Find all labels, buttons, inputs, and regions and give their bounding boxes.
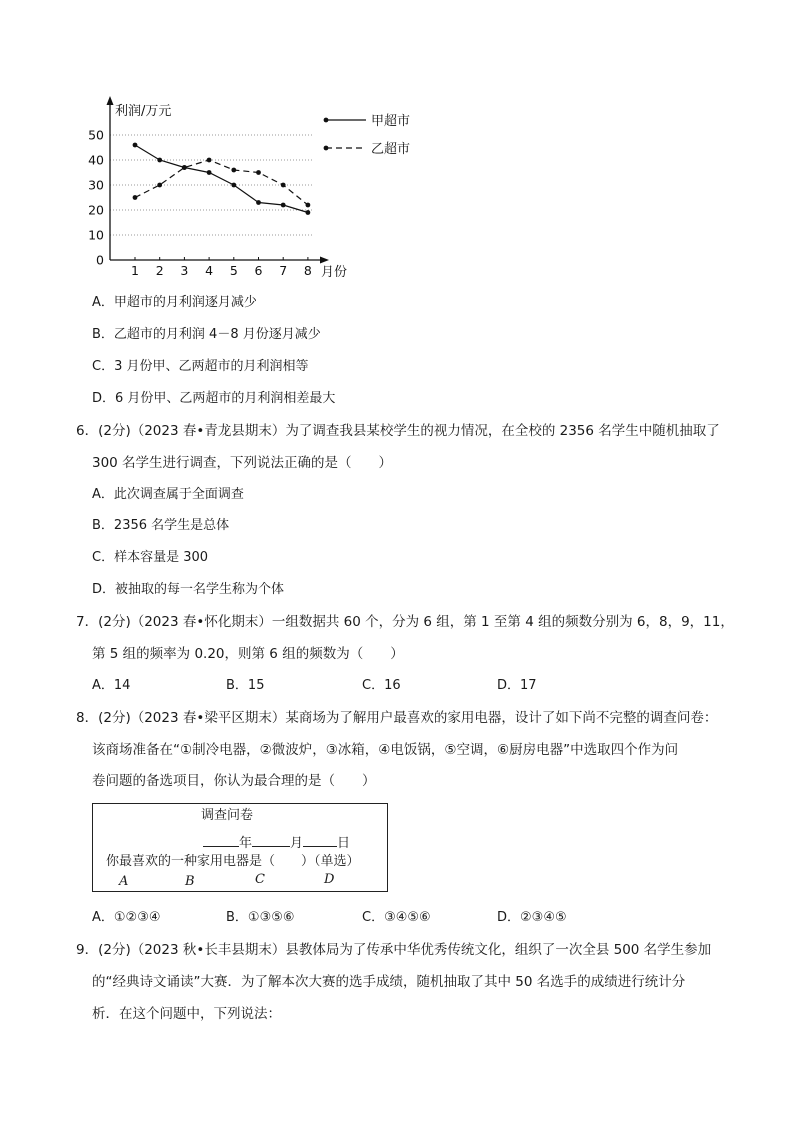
y-tick-label: 30 [88, 177, 104, 193]
data-point-yi-6 [256, 170, 261, 175]
q6-stem-line-2: 300 名学生进行调查，下列说法正确的是（ ） [92, 455, 393, 471]
q6-option-a: A．此次调查属于全面调查 [92, 487, 244, 502]
data-point-jia-2 [157, 158, 162, 163]
q7-stem-line-1: 7．(2分)（2023 春•怀化期末）一组数据共 60 个，分为 6 组，第 1 至第 4 组的频数分别为 6，8，9，11， [76, 614, 734, 630]
survey-year-blank [203, 834, 239, 847]
q7-option-d: D．17 [497, 678, 537, 693]
data-point-jia-6 [256, 200, 261, 205]
data-point-yi-1 [133, 195, 138, 200]
chart-series [133, 143, 311, 215]
survey-choice-c: C [255, 872, 265, 887]
data-point-yi-5 [231, 168, 236, 173]
q5-option-b: B．乙超市的月利润 4－8 月份逐月减少 [92, 327, 321, 342]
x-tick-label: 3 [180, 263, 189, 278]
q8-stem-line-1: 8．(2分)（2023 春•梁平区期末）某商场为了解用户最喜欢的家用电器，设计了如下尚不完整的调查问卷： [76, 710, 718, 726]
chart-legend [324, 113, 410, 157]
legend-label-yi: 乙超市 [371, 142, 411, 157]
y-tick-label: 50 [88, 127, 104, 143]
q9-stem-line-3: 析．在这个问题中，下列说法： [92, 1006, 281, 1022]
y-tick-label: 0 [96, 252, 104, 268]
x-tick-label: 7 [279, 263, 288, 278]
legend-marker-yi [324, 146, 329, 151]
y-tick-label: 40 [88, 152, 104, 168]
survey-title: 调查问卷 [201, 808, 254, 823]
survey-date-line [203, 834, 350, 852]
q5-option-c: C．3 月份甲、乙两超市的月利润相等 [92, 359, 309, 374]
y-axis-arrow [107, 96, 114, 105]
q6-option-b: B．2356 名学生是总体 [92, 518, 230, 533]
survey-question: 你最喜欢的一种家用电器是（ ）（单选） [106, 854, 360, 869]
y-axis-label: 利润/万元 [115, 104, 172, 119]
data-point-jia-5 [231, 183, 236, 188]
q9-stem-line-2: 的“经典诗文诵读”大赛．为了解本次大赛的选手成绩，随机抽取了其中 50 名选手的成绩进行统计分 [92, 974, 686, 990]
q7-option-b: B．15 [226, 678, 265, 693]
x-tick-label: 5 [229, 263, 238, 278]
survey-year-label: 年 [239, 836, 253, 851]
q7-option-a: A．14 [92, 678, 131, 693]
y-tick-label: 10 [88, 227, 104, 243]
q6-option-d: D．被抽取的每一名学生称为个体 [92, 582, 285, 597]
q9-stem-line-1: 9．(2分)（2023 秋•长丰县期末）县教体局为了传承中华优秀传统文化，组织了一次全县 500 名学生参加 [76, 942, 712, 958]
q6-stem-line-1: 6．(2分)（2023 春•青龙县期末）为了调查我县某校学生的视力情况，在全校的 2356 名学生中随机抽取了 [76, 423, 720, 439]
q5-option-a: A．甲超市的月利润逐月减少 [92, 295, 257, 310]
x-tick-label: 6 [254, 263, 263, 278]
q7-option-c: C．16 [362, 678, 401, 693]
x-tick-label: 4 [205, 263, 214, 278]
y-tick-label: 20 [88, 202, 104, 218]
survey-choice-d: D [324, 872, 335, 887]
legend-marker-jia [324, 118, 329, 123]
data-point-yi-4 [207, 158, 212, 163]
survey-day-label: 日 [337, 836, 351, 851]
data-point-yi-2 [157, 183, 162, 188]
x-tick-label: 2 [155, 263, 164, 278]
q6-option-c: C．样本容量是 300 [92, 550, 209, 565]
legend-label-jia: 甲超市 [371, 114, 411, 129]
series-line-jia [135, 145, 308, 213]
data-point-jia-1 [133, 143, 138, 148]
q7-stem-line-2: 第 5 组的频率为 0.20，则第 6 组的频数为（ ） [92, 646, 404, 662]
survey-month-label: 月 [290, 836, 304, 851]
data-point-yi-3 [182, 165, 187, 170]
series-line-yi [135, 160, 308, 205]
survey-choice-b: B [185, 874, 195, 889]
q8-option-a: A．①②③④ [92, 910, 161, 925]
data-point-jia-4 [207, 170, 212, 175]
data-point-jia-8 [306, 210, 311, 215]
data-point-yi-7 [281, 183, 286, 188]
chart-tick-labels [88, 128, 312, 279]
x-axis-arrow [320, 257, 329, 264]
x-tick-label: 8 [303, 263, 312, 278]
survey-choice-a: A [119, 874, 129, 889]
q8-stem-line-2: 该商场准备在“①制冷电器，②微波炉，③冰箱，④电饭锅，⑤空调，⑥厨房电器”中选取四个作为问 [92, 742, 679, 758]
x-tick-label: 1 [131, 263, 139, 278]
q8-stem-line-3: 卷问题的备选项目，你认为最合理的是（ ） [92, 773, 376, 789]
survey-month-blank [252, 834, 290, 847]
data-point-jia-7 [281, 203, 286, 208]
survey-questionnaire-box [92, 803, 388, 892]
x-axis-label: 月份 [321, 265, 348, 280]
q8-option-d: D．②③④⑤ [497, 910, 567, 925]
q8-option-c: C．③④⑤⑥ [362, 910, 431, 925]
data-point-yi-8 [306, 203, 311, 208]
profit-line-chart [88, 92, 422, 287]
q5-option-d: D．6 月份甲、乙两超市的月利润相差最大 [92, 391, 336, 406]
chart-axes [107, 96, 330, 264]
q8-option-b: B．①③⑤⑥ [226, 910, 295, 925]
survey-day-blank [303, 834, 337, 847]
